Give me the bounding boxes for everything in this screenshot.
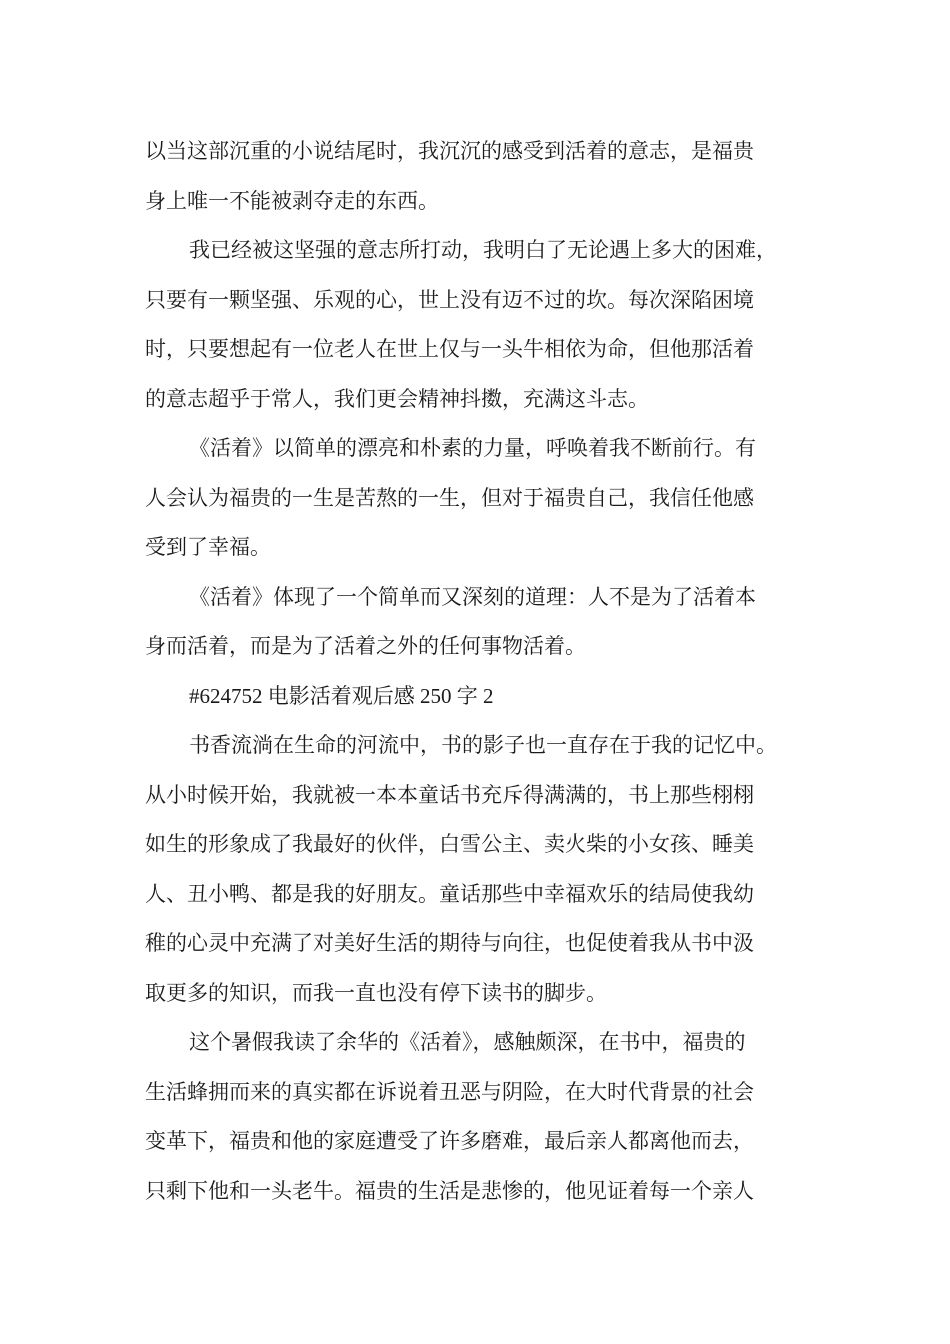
text-line: 生活蜂拥而来的真实都在诉说着丑恶与阴险，在大时代背景的社会 <box>145 1079 754 1104</box>
paragraph-start-line: 《活着》以简单的漂亮和朴素的力量，呼唤着我不断前行。有 <box>189 436 756 460</box>
text-line: 身上唯一不能被剥夺走的东西。 <box>145 188 439 213</box>
text-line: 人会认为福贵的一生是苦熬的一生，但对于福贵自己，我信任他感 <box>145 485 754 510</box>
section-heading: #624752 电影活着观后感 250 字 2 <box>189 683 494 708</box>
text-line: 的意志超乎于常人，我们更会精神抖擞，充满这斗志。 <box>145 386 649 411</box>
text-line: 只剩下他和一头老牛。福贵的生活是悲惨的，他见证着每一个亲人 <box>145 1178 754 1203</box>
text-line: 身而活着，而是为了活着之外的任何事物活着。 <box>145 634 586 658</box>
text-line: 人、丑小鸭、都是我的好朋友。童话那些中幸福欢乐的结局使我幼 <box>145 881 754 906</box>
text-line: 只要有一颗坚强、乐观的心，世上没有迈不过的坎。每次深陷困境 <box>145 287 754 312</box>
text-line: 变革下，福贵和他的家庭遭受了许多磨难，最后亲人都离他而去， <box>145 1129 754 1153</box>
paragraph-start-line: 《活着》体现了一个简单而又深刻的道理：人不是为了活着本 <box>189 584 756 609</box>
text-line: 稚的心灵中充满了对美好生活的期待与向往，也促使着我从书中汲 <box>145 931 754 955</box>
text-line: 时，只要想起有一位老人在世上仅与一头牛相依为命，但他那活着 <box>145 337 754 361</box>
paragraph-start-line: 这个暑假我读了余华的《活着》，感触颇深，在书中，福贵的 <box>189 1030 746 1054</box>
document-body <box>145 127 815 1216</box>
text-line: 如生的形象成了我最好的伙伴，白雪公主、卖火柴的小女孩、睡美 <box>145 832 754 856</box>
text-line: 以当这部沉重的小说结尾时，我沉沉的感受到活着的意志，是福贵 <box>145 139 754 163</box>
text-line: 从小时候开始，我就被一本本童话书充斥得满满的，书上那些栩栩 <box>145 782 754 807</box>
text-line: 取更多的知识，而我一直也没有停下读书的脚步。 <box>145 980 607 1005</box>
paragraph-start-line: 我已经被这坚强的意志所打动，我明白了无论遇上多大的困难， <box>189 238 777 262</box>
paragraph-start-line: 书香流淌在生命的河流中，书的影子也一直存在于我的记忆中。 <box>189 733 777 757</box>
text-line: 受到了幸福。 <box>145 535 271 559</box>
